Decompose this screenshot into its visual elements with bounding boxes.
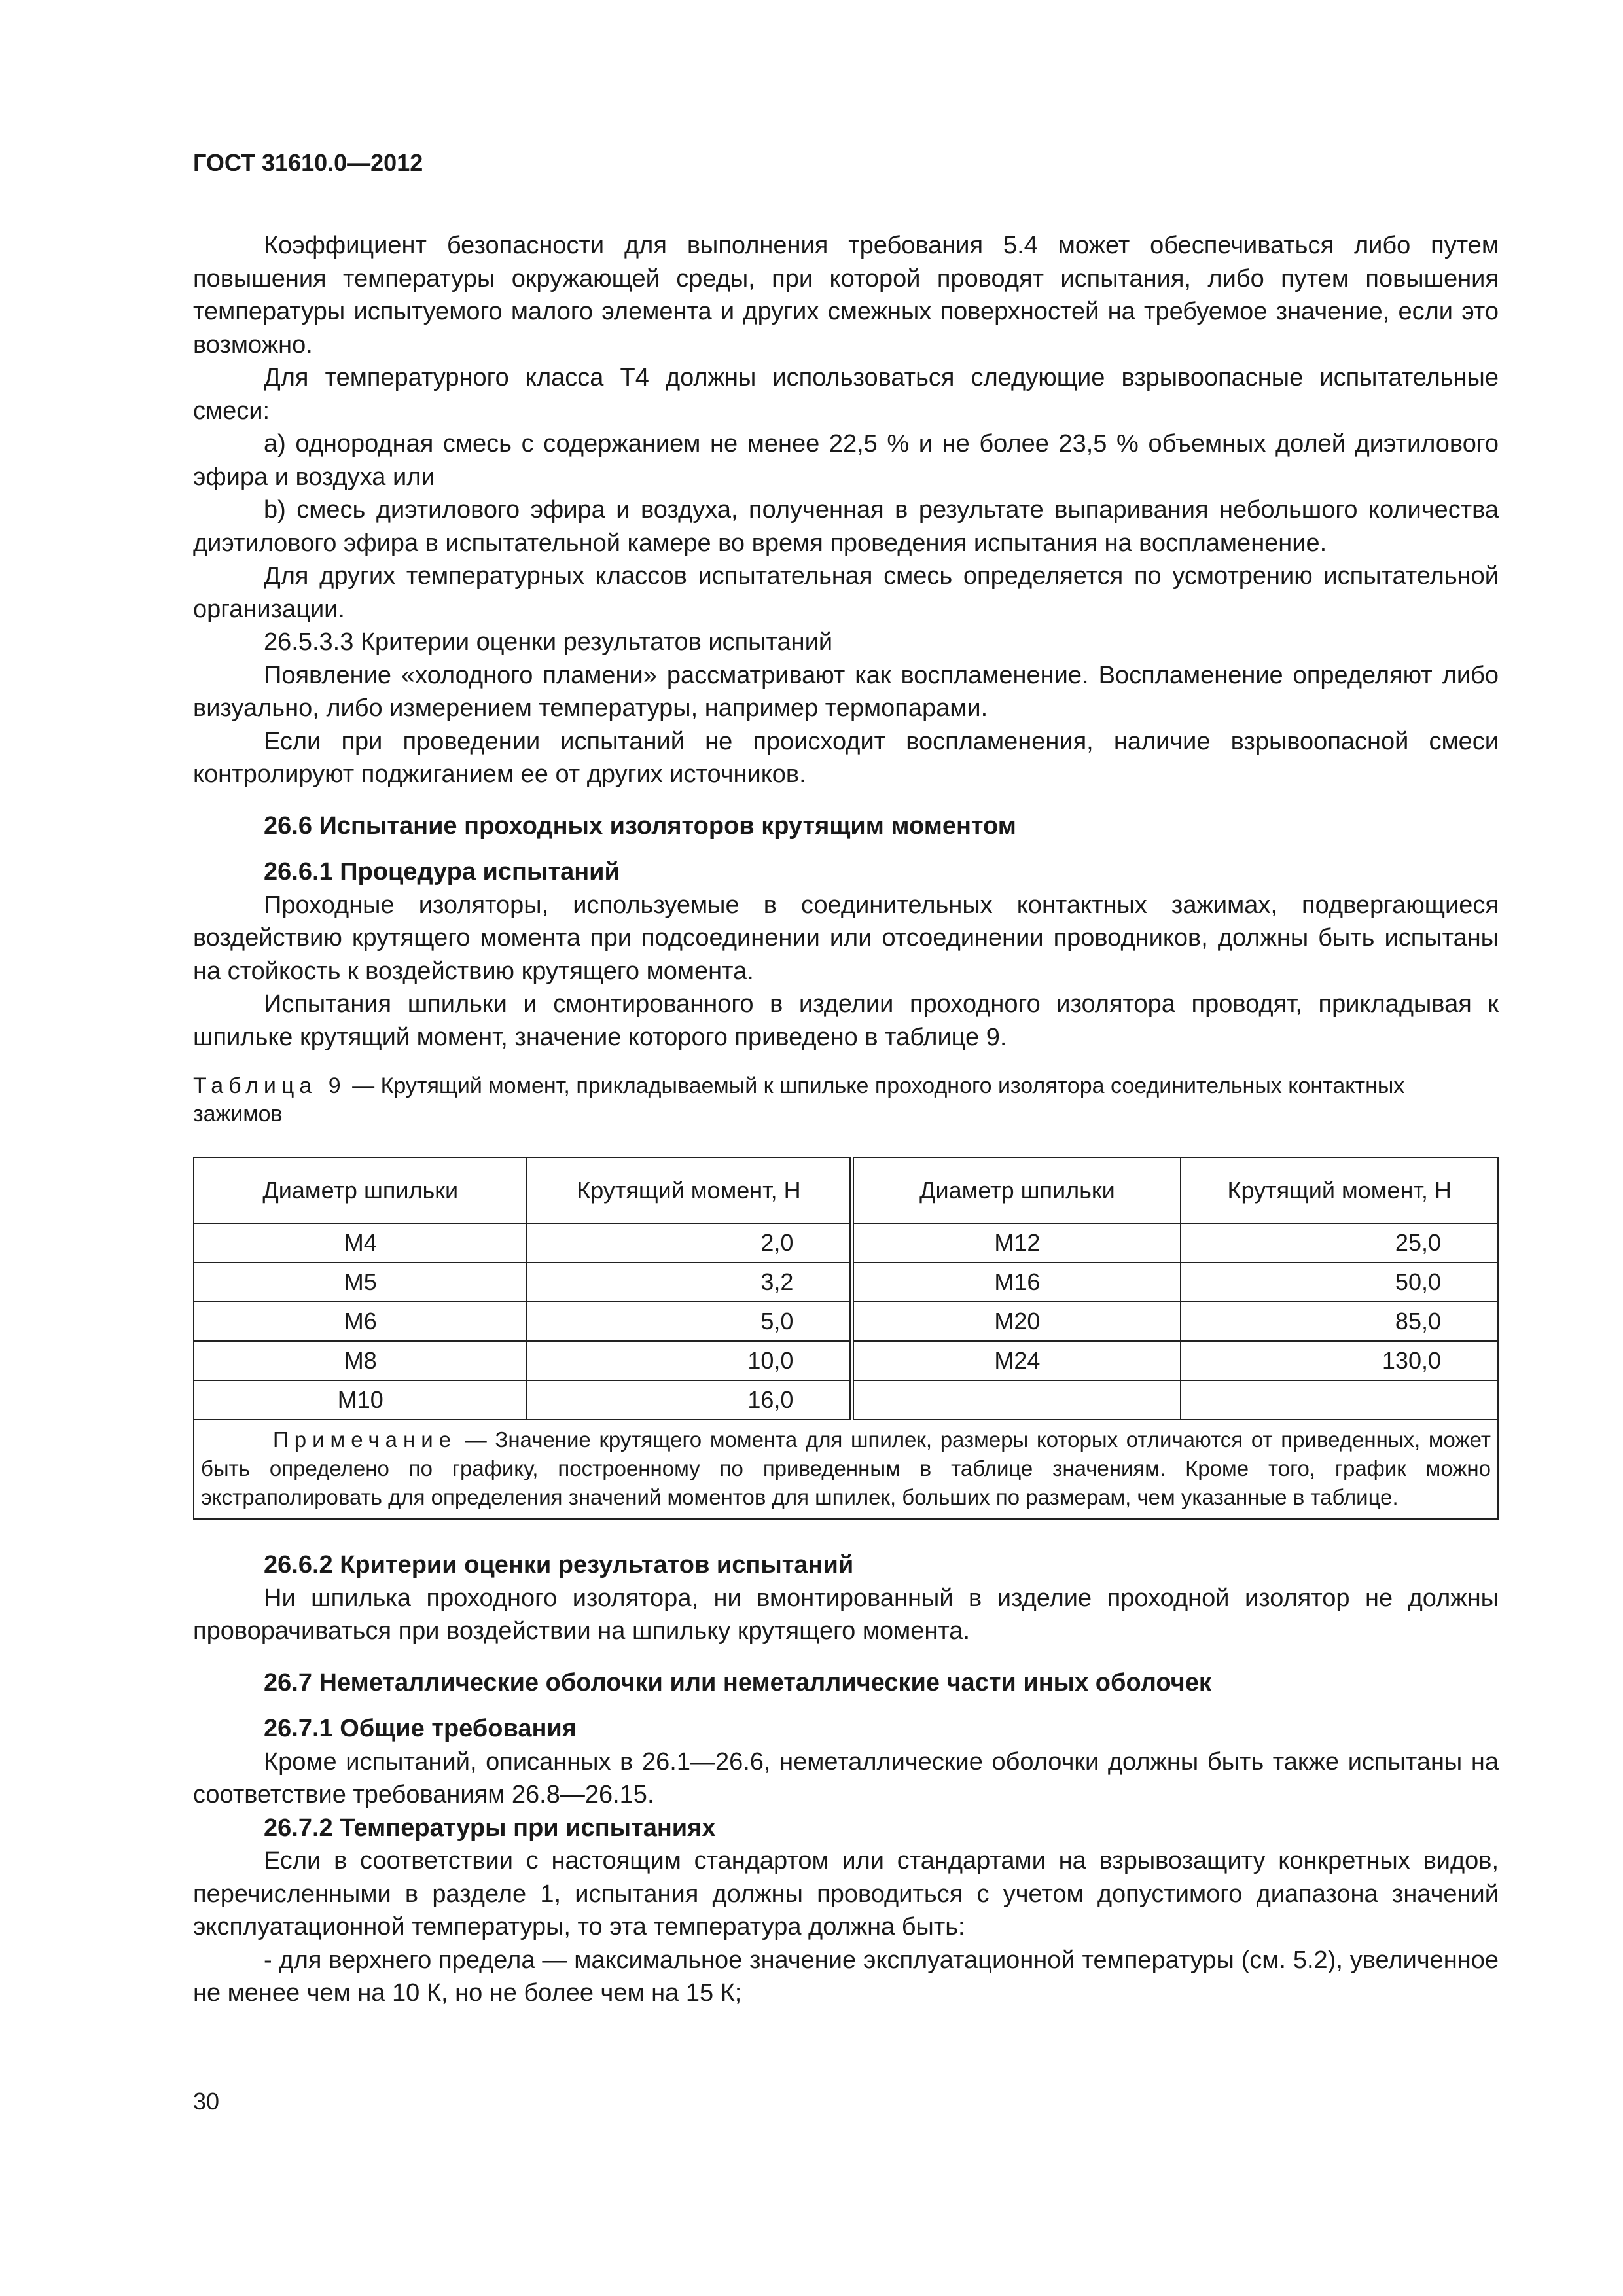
subsection-heading: 26.6.1 Процедура испытаний <box>264 858 620 886</box>
page-content <box>193 229 1499 2010</box>
section-heading: 26.6 Испытание проходных изоляторов крутящим моментом <box>264 812 1016 840</box>
table-caption <box>193 1072 1499 1128</box>
paragraph: Если в соответствии с настоящим стандартом или стандартами на взрывозащиту конкретных видов, перечисленными в разделе 1, испытания должны проводиться с учетом допустимого диапазона значений эксплуатационной температуры, то эта температура должна быть: <box>193 1847 1499 1941</box>
table-cell: 10,0 <box>527 1341 852 1380</box>
table-row <box>194 1302 1498 1341</box>
table-cell: 5,0 <box>527 1302 852 1341</box>
table-caption-label: Таблица 9 <box>193 1073 346 1098</box>
table-cell: М12 <box>852 1223 1181 1263</box>
paragraph: Проходные изоляторы, используемые в соединительных контактных зажимах, подвергающиеся воздействию крутящего момента при подсоединении или отсоединении проводников, должны быть испытаны на стойкость к воздействию крутящего момента. <box>193 891 1499 985</box>
list-item-b: b) смесь диэтилового эфира и воздуха, полученная в результате выпаривания небольшого количества диэтилового эфира в испытательной камере во время проведения испытания на воспламенение. <box>193 496 1499 557</box>
table-cell: М5 <box>194 1263 527 1302</box>
column-header: Диаметр шпильки <box>852 1158 1181 1223</box>
subsection-heading: 26.7.1 Общие требования <box>264 1715 577 1742</box>
table-cell: 2,0 <box>527 1223 852 1263</box>
table-cell: 3,2 <box>527 1263 852 1302</box>
subsection-heading: 26.7.2 Температуры при испытаниях <box>264 1814 716 1842</box>
table-cell: М24 <box>852 1341 1181 1380</box>
list-item-a: a) однородная смесь с содержанием не менее 22,5 % и не более 23,5 % объемных долей диэтилового эфира и воздуха или <box>193 430 1499 491</box>
table-caption-text: — Крутящий момент, прикладываемый к шпильке проходного изолятора соединительных контактных зажимов <box>193 1073 1405 1126</box>
subsection-heading: 26.6.2 Критерии оценки результатов испытаний <box>264 1551 854 1579</box>
table-note-text: — Значение крутящего момента для шпилек, размеры которых отличаются от приведенных, может быть определено по графику, построенному по приведенным в таблице значениям. Кроме того, график можно экстраполировать для определения значений моментов для шпилек, больших по размерам, чем указанные в таблице. <box>201 1427 1491 1509</box>
table-header-row <box>194 1158 1498 1223</box>
table-cell: М16 <box>852 1263 1181 1302</box>
section-heading: 26.7 Неметаллические оболочки или неметаллические части иных оболочек <box>264 1668 1211 1696</box>
table-note-label: Примечание <box>273 1427 457 1452</box>
paragraph: Для температурного класса Т4 должны использоваться следующие взрывоопасные испытательные смеси: <box>193 364 1499 425</box>
table-cell: 16,0 <box>527 1380 852 1420</box>
table-cell: М10 <box>194 1380 527 1420</box>
table-cell: 130,0 <box>1181 1341 1498 1380</box>
page-number: 30 <box>193 2088 220 2115</box>
clause-heading: 26.5.3.3 Критерии оценки результатов испытаний <box>264 628 833 656</box>
paragraph: Испытания шпильки и смонтированного в изделии проходного изолятора проводят, прикладывая к шпильке крутящий момент, значение которого приведено в таблице 9. <box>193 990 1499 1051</box>
column-header: Крутящий момент, Н <box>527 1158 852 1223</box>
paragraph: Коэффициент безопасности для выполнения требования 5.4 может обеспечиваться либо путем повышения температуры окружающей среды, при которой проводят испытания, либо путем повышения температуры испытуемого малого элемента и других смежных поверхностей на требуемое значение, если это возможно. <box>193 232 1499 359</box>
column-header: Крутящий момент, Н <box>1181 1158 1498 1223</box>
paragraph: Ни шпилька проходного изолятора, ни вмонтированный в изделие проходной изолятор не должны проворачиваться при воздействии на шпильку крутящего момента. <box>193 1584 1499 1645</box>
table-note-row <box>194 1420 1498 1519</box>
table-note <box>194 1420 1498 1519</box>
standard-code: ГОСТ 31610.0—2012 <box>193 149 423 176</box>
table-row <box>194 1263 1498 1302</box>
table-row <box>194 1341 1498 1380</box>
table-row <box>194 1223 1498 1263</box>
table-cell: М4 <box>194 1223 527 1263</box>
paragraph: Для других температурных классов испытательная смесь определяется по усмотрению испытательной организации. <box>193 562 1499 623</box>
paragraph: Кроме испытаний, описанных в 26.1—26.6, неметаллические оболочки должны быть также испытаны на соответствие требованиям 26.8—26.15. <box>193 1748 1499 1808</box>
table-cell: 25,0 <box>1181 1223 1498 1263</box>
column-header: Диаметр шпильки <box>194 1158 527 1223</box>
table-cell: 85,0 <box>1181 1302 1498 1341</box>
table-cell: М6 <box>194 1302 527 1341</box>
table-cell: М20 <box>852 1302 1181 1341</box>
table-cell <box>852 1380 1181 1420</box>
paragraph: Если при проведении испытаний не происходит воспламенения, наличие взрывоопасной смеси контролируют поджиганием ее от других источников. <box>193 727 1499 788</box>
table-cell: М8 <box>194 1341 527 1380</box>
list-item: - для верхнего предела — максимальное значение эксплуатационной температуры (см. 5.2), увеличенное не менее чем на 10 К, но не более чем на 15 К; <box>193 1946 1499 2007</box>
paragraph: Появление «холодного пламени» рассматривают как воспламенение. Воспламенение определяют либо визуально, либо измерением температуры, например термопарами. <box>193 661 1499 722</box>
table-cell <box>1181 1380 1498 1420</box>
table-cell: 50,0 <box>1181 1263 1498 1302</box>
table-row <box>194 1380 1498 1420</box>
torque-table <box>193 1157 1499 1520</box>
